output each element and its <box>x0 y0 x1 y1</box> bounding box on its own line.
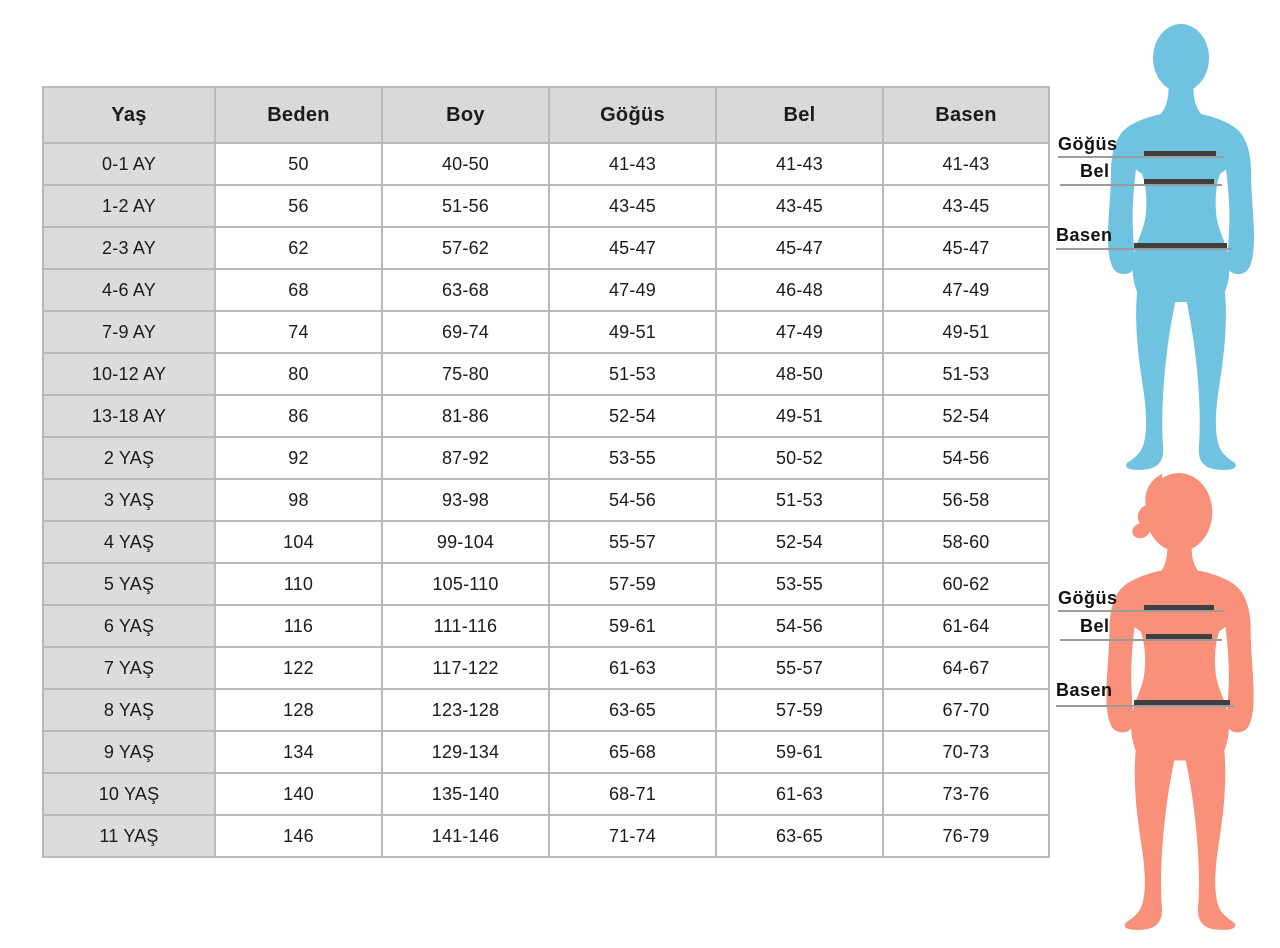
value-cell: 49-51 <box>549 311 716 353</box>
value-cell: 73-76 <box>883 773 1049 815</box>
value-cell: 45-47 <box>883 227 1049 269</box>
value-cell: 48-50 <box>716 353 883 395</box>
value-cell: 43-45 <box>716 185 883 227</box>
value-cell: 86 <box>215 395 382 437</box>
value-cell: 52-54 <box>549 395 716 437</box>
table-row <box>43 269 1049 311</box>
value-cell: 104 <box>215 521 382 563</box>
column-header: Basen <box>883 87 1049 143</box>
age-cell: 2-3 AY <box>43 227 215 269</box>
value-cell: 80 <box>215 353 382 395</box>
table-row <box>43 731 1049 773</box>
value-cell: 117-122 <box>382 647 549 689</box>
column-header: Bel <box>716 87 883 143</box>
value-cell: 47-49 <box>716 311 883 353</box>
table-row <box>43 479 1049 521</box>
value-cell: 54-56 <box>716 605 883 647</box>
value-cell: 70-73 <box>883 731 1049 773</box>
value-cell: 54-56 <box>549 479 716 521</box>
size-chart-table <box>42 86 1050 858</box>
value-cell: 51-56 <box>382 185 549 227</box>
age-cell: 7-9 AY <box>43 311 215 353</box>
value-cell: 62 <box>215 227 382 269</box>
table-row <box>43 605 1049 647</box>
value-cell: 98 <box>215 479 382 521</box>
value-cell: 63-68 <box>382 269 549 311</box>
hip-measure-line-top <box>1056 248 1232 250</box>
age-cell: 11 YAŞ <box>43 815 215 857</box>
value-cell: 55-57 <box>716 647 883 689</box>
table-row <box>43 689 1049 731</box>
age-cell: 3 YAŞ <box>43 479 215 521</box>
table-row <box>43 773 1049 815</box>
waist-measure-line-top <box>1060 184 1222 186</box>
value-cell: 57-62 <box>382 227 549 269</box>
value-cell: 59-61 <box>549 605 716 647</box>
age-cell: 2 YAŞ <box>43 437 215 479</box>
value-cell: 45-47 <box>549 227 716 269</box>
value-cell: 51-53 <box>549 353 716 395</box>
waist-measure-label-top: Bel <box>1080 161 1110 181</box>
value-cell: 61-64 <box>883 605 1049 647</box>
value-cell: 135-140 <box>382 773 549 815</box>
value-cell: 56 <box>215 185 382 227</box>
value-cell: 105-110 <box>382 563 549 605</box>
hip-measure-line-bottom <box>1056 705 1234 707</box>
value-cell: 64-67 <box>883 647 1049 689</box>
value-cell: 40-50 <box>382 143 549 185</box>
value-cell: 51-53 <box>716 479 883 521</box>
value-cell: 68 <box>215 269 382 311</box>
table-row <box>43 311 1049 353</box>
figure-panel <box>1050 0 1280 948</box>
chest-measure-line-top <box>1058 156 1224 158</box>
age-cell: 6 YAŞ <box>43 605 215 647</box>
value-cell: 41-43 <box>716 143 883 185</box>
value-cell: 61-63 <box>716 773 883 815</box>
age-cell: 4-6 AY <box>43 269 215 311</box>
value-cell: 43-45 <box>883 185 1049 227</box>
value-cell: 43-45 <box>549 185 716 227</box>
value-cell: 122 <box>215 647 382 689</box>
value-cell: 41-43 <box>549 143 716 185</box>
age-cell: 8 YAŞ <box>43 689 215 731</box>
value-cell: 67-70 <box>883 689 1049 731</box>
value-cell: 53-55 <box>716 563 883 605</box>
table-row <box>43 353 1049 395</box>
table-row <box>43 185 1049 227</box>
table-row <box>43 227 1049 269</box>
value-cell: 99-104 <box>382 521 549 563</box>
age-cell: 9 YAŞ <box>43 731 215 773</box>
table-header-row <box>43 87 1049 143</box>
value-cell: 110 <box>215 563 382 605</box>
value-cell: 69-74 <box>382 311 549 353</box>
value-cell: 140 <box>215 773 382 815</box>
value-cell: 76-79 <box>883 815 1049 857</box>
value-cell: 50-52 <box>716 437 883 479</box>
value-cell: 52-54 <box>716 521 883 563</box>
value-cell: 51-53 <box>883 353 1049 395</box>
value-cell: 60-62 <box>883 563 1049 605</box>
value-cell: 141-146 <box>382 815 549 857</box>
chest-measure-bar-top <box>1144 151 1216 156</box>
hip-measure-bar-top <box>1134 243 1227 248</box>
hip-measure-label-top: Basen <box>1056 225 1113 245</box>
waist-measure-bar-bottom <box>1146 634 1212 639</box>
value-cell: 81-86 <box>382 395 549 437</box>
value-cell: 116 <box>215 605 382 647</box>
table-row <box>43 437 1049 479</box>
value-cell: 65-68 <box>549 731 716 773</box>
age-cell: 10 YAŞ <box>43 773 215 815</box>
value-cell: 52-54 <box>883 395 1049 437</box>
waist-measure-bar-top <box>1144 179 1214 184</box>
value-cell: 129-134 <box>382 731 549 773</box>
value-cell: 57-59 <box>716 689 883 731</box>
chest-measure-bar-bottom <box>1144 605 1214 610</box>
value-cell: 123-128 <box>382 689 549 731</box>
value-cell: 134 <box>215 731 382 773</box>
chest-measure-line-bottom <box>1058 610 1224 612</box>
column-header: Beden <box>215 87 382 143</box>
value-cell: 41-43 <box>883 143 1049 185</box>
value-cell: 92 <box>215 437 382 479</box>
value-cell: 45-47 <box>716 227 883 269</box>
table-row <box>43 143 1049 185</box>
value-cell: 93-98 <box>382 479 549 521</box>
value-cell: 56-58 <box>883 479 1049 521</box>
table-row <box>43 563 1049 605</box>
value-cell: 49-51 <box>883 311 1049 353</box>
value-cell: 74 <box>215 311 382 353</box>
value-cell: 71-74 <box>549 815 716 857</box>
age-cell: 1-2 AY <box>43 185 215 227</box>
value-cell: 47-49 <box>549 269 716 311</box>
value-cell: 63-65 <box>716 815 883 857</box>
value-cell: 61-63 <box>549 647 716 689</box>
table-row <box>43 521 1049 563</box>
age-cell: 0-1 AY <box>43 143 215 185</box>
value-cell: 75-80 <box>382 353 549 395</box>
value-cell: 57-59 <box>549 563 716 605</box>
value-cell: 68-71 <box>549 773 716 815</box>
column-header: Boy <box>382 87 549 143</box>
age-cell: 4 YAŞ <box>43 521 215 563</box>
table-row <box>43 395 1049 437</box>
value-cell: 46-48 <box>716 269 883 311</box>
value-cell: 58-60 <box>883 521 1049 563</box>
value-cell: 53-55 <box>549 437 716 479</box>
chest-measure-label-bottom: Göğüs <box>1058 588 1118 608</box>
size-chart-table-wrap <box>42 86 1050 858</box>
value-cell: 146 <box>215 815 382 857</box>
value-cell: 55-57 <box>549 521 716 563</box>
value-cell: 50 <box>215 143 382 185</box>
hip-measure-bar-bottom <box>1134 700 1230 705</box>
column-header: Yaş <box>43 87 215 143</box>
value-cell: 54-56 <box>883 437 1049 479</box>
value-cell: 87-92 <box>382 437 549 479</box>
value-cell: 111-116 <box>382 605 549 647</box>
age-cell: 13-18 AY <box>43 395 215 437</box>
column-header: Göğüs <box>549 87 716 143</box>
age-cell: 7 YAŞ <box>43 647 215 689</box>
chest-measure-label-top: Göğüs <box>1058 134 1118 154</box>
value-cell: 128 <box>215 689 382 731</box>
value-cell: 63-65 <box>549 689 716 731</box>
hip-measure-label-bottom: Basen <box>1056 680 1113 700</box>
value-cell: 49-51 <box>716 395 883 437</box>
table-row <box>43 647 1049 689</box>
value-cell: 47-49 <box>883 269 1049 311</box>
table-row <box>43 815 1049 857</box>
waist-measure-label-bottom: Bel <box>1080 616 1110 636</box>
age-cell: 10-12 AY <box>43 353 215 395</box>
age-cell: 5 YAŞ <box>43 563 215 605</box>
waist-measure-line-bottom <box>1060 639 1222 641</box>
value-cell: 59-61 <box>716 731 883 773</box>
